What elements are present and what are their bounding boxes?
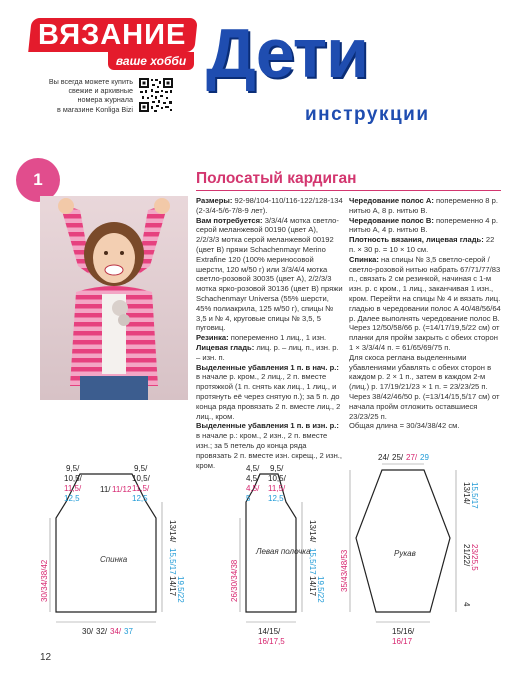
- sleeve-cap-height-2: 15,5/17: [470, 482, 479, 509]
- front-top-right-3: 11,5/: [268, 484, 286, 493]
- back-top-right-1: 9,5/: [134, 464, 148, 473]
- paragraph-text: на спицы № 3,5 светло-серой / светло-розовой нитью набрать 67/71/77/83 п., связать 2 см резинкой, начиная с 1-м изн. р. с кром., 1 лиц., заканчивая 1 изн., кром. Перейти на спицы № 4 и вязать лиц. гладью в чередовании полос А 40/48/56/64 р. Далее выполнять чередование полос В.: [349, 254, 501, 323]
- front-top-left-2: 4,5/: [246, 474, 260, 483]
- paragraph: [349, 255, 501, 324]
- magazine-logo: [30, 18, 196, 74]
- title-divider: [196, 190, 501, 191]
- front-top-right-4: 12,5: [268, 494, 284, 503]
- sleeve-cap-height: 13/14/: [462, 482, 471, 505]
- back-width-2: 32/: [96, 627, 108, 636]
- sleeve-top-3: 27/: [406, 453, 418, 462]
- front-body-height: 14/17: [308, 576, 317, 597]
- sleeve-top-2: 25/: [392, 453, 404, 462]
- paragraph-text: попеременно 8 р. нитью А, 8 р. нитью В.: [349, 196, 498, 215]
- child-photo: [40, 196, 188, 400]
- back-width-4: 37: [124, 627, 133, 636]
- paragraph: [349, 235, 501, 255]
- paragraph-text: Для скоса реглана выделенными убавлениями убавлять с обеих сторон в каждом р. 2 × 1 п., затем в каждом 2-м (лиц.) р. 17/19/21/23 × 1 п. = 23/23/25 п.: [349, 352, 492, 392]
- back-top-left-2: 10,5/: [64, 474, 82, 483]
- sleeve-label: Рукав: [394, 549, 416, 558]
- front-top-right-2: 10,5/: [268, 474, 286, 483]
- paragraph: [196, 363, 343, 422]
- paragraph-text: в начале р.: кром., 2 изн., 2 п. вместе изн.; за 5 петель до конца ряда провязать 2 п. вместе изн. скрещ., 2 изн., кром.: [196, 431, 343, 470]
- back-top-right-2: 10,5/: [132, 474, 150, 483]
- paragraph: [196, 333, 343, 343]
- front-body-height-2: 19,5/22: [316, 576, 325, 603]
- back-label: Спинка: [100, 555, 128, 564]
- back-armhole-height: 13/14/: [168, 520, 177, 543]
- paragraph-label: Вам потребуется:: [196, 215, 263, 225]
- paragraph-text: попеременно 4 р. нитью А, 4 р. нитью В.: [349, 215, 498, 235]
- page-number: 12: [40, 652, 52, 663]
- front-top-right-1: 9,5/: [270, 464, 284, 473]
- sleeve-cuff-height: 4: [462, 602, 471, 607]
- front-top-left-3: 4,5/: [246, 484, 260, 493]
- back-top-right-4: 12,5: [132, 494, 148, 503]
- promo-text: [31, 77, 133, 114]
- front-width-2: 16/17,5: [258, 637, 285, 646]
- paragraph: [349, 216, 501, 236]
- sleeve-total-length: 35/43/48/53: [340, 549, 349, 592]
- paragraph: [196, 196, 343, 216]
- pattern-number-badge: 1: [16, 158, 60, 202]
- pattern-title: Полосатый кардиган: [196, 170, 357, 187]
- sleeve-top-4: 29: [420, 453, 429, 462]
- back-armhole-height-2: 15,5/17: [168, 548, 177, 575]
- front-label: Левая полочка: [256, 547, 311, 556]
- paragraph-label: Резинка:: [196, 333, 229, 343]
- back-top-left-4: 12,5: [64, 494, 80, 503]
- front-top-left-4: 5: [246, 494, 251, 503]
- paragraph-text: 22 п. × 30 р. = 10 × 10 см.: [349, 235, 495, 254]
- paragraph-label: Чередование полос В:: [349, 215, 434, 225]
- paragraph: [349, 421, 501, 431]
- promo-line: свежие и архивные: [68, 86, 133, 96]
- promo-line: номера журнала: [77, 95, 133, 105]
- front-width-1: 14/15/: [258, 627, 281, 636]
- sleeve-outline: [356, 470, 450, 612]
- magazine-title: ВЯЗАНИЕ: [38, 19, 187, 51]
- paragraph: [349, 353, 501, 392]
- front-total-length: 26/30/34/38: [230, 559, 239, 602]
- sleeve-width-1: 15/16/: [392, 627, 415, 636]
- paragraph: [349, 323, 501, 352]
- back-body-height-2: 19,5/22: [176, 576, 185, 603]
- instructions-column-1: [196, 196, 343, 470]
- magazine-subtitle: ваше хобби: [108, 52, 194, 70]
- back-top-mid-2: 11/12: [112, 485, 132, 494]
- paragraph-text: Общая длина = 30/34/38/42 см.: [349, 421, 460, 431]
- paragraph-text: попеременно 1 лиц., 1 изн.: [228, 333, 327, 343]
- back-width-1: 30/: [82, 627, 94, 636]
- back-body-height: 14/17: [168, 576, 177, 597]
- promo-line: Вы всегда можете купить: [48, 77, 133, 86]
- paragraph-label: Размеры:: [196, 196, 233, 205]
- sleeve-width-2: 16/17: [392, 637, 413, 646]
- back-top-right-3: 11,5/: [132, 484, 150, 493]
- sleeve-body-height-2: 23/25,5: [470, 544, 479, 571]
- promo-line: в магазине Konliga Bizi: [57, 104, 133, 114]
- back-top-left-1: 9,5/: [66, 464, 80, 473]
- paragraph-label: Лицевая гладь:: [196, 342, 255, 352]
- front-armhole-height-2: 15,5/17: [308, 548, 317, 575]
- paragraph-text: в начале р. кром., 2 лиц., 2 п. вместе протяжкой (1 п. снять как лиц., 1 лиц., и протянуть её через снятую п.); за 5 п. до конца ряда провязать 2 п. вместе лиц., 2 лиц., кром.: [196, 372, 341, 421]
- sleeve-body-height: 21/22/: [462, 544, 471, 567]
- paragraph-label: Плотность вязания, лицевая гладь:: [349, 235, 484, 245]
- instructions-column-2: [349, 196, 501, 431]
- paragraph: [196, 216, 343, 334]
- paragraph-text: Через 38/42/46/50 р. (=13/14/15,5/17 см) от начала пройм отложить оставшиеся 23/23/25 п.: [349, 391, 500, 421]
- qr-code-icon: [138, 77, 174, 113]
- paragraph-label: Чередование полос А:: [349, 196, 434, 205]
- paragraph-text: 92-98/104-110/116-122/128-134 (2-3/4-5/6-7/8-9 лет).: [196, 196, 343, 215]
- paragraph-text: Через 12/50/58/66 р. (=14/17/19,5/22 см) от планки для пройм закрыть с обеих сторон 1 × 3/3/4/4 п. = 61/65/69/75 п.: [349, 323, 500, 352]
- paragraph: [349, 196, 501, 216]
- paragraph-label: Выделенные убавления 1 п. в нач. р.:: [196, 362, 339, 372]
- paragraph-text: лиц. р. – лиц. п., изн. р. – изн. п.: [196, 342, 339, 362]
- back-top-mid-1: 11/: [100, 485, 111, 494]
- pattern-schemes: [20, 453, 512, 662]
- back-top-left-3: 11,5/: [64, 484, 82, 493]
- paragraph-text: 3/3/4/4 мотка светло-серой меланжевой 00190 (цвет А), 2/2/3/3 мотка серой меланжевой 00192 (цвет В) пряжи Schachenmayr Merino Extrafine 120 (100% мериносовой шерсти, 120 м/50 г) или 3/3/4/4 мотка светло-розовой 30035 (цвет А), 2/2/3/3 мотка ярко-розовой 30136 (цвет В) пряжи Schachenmayr Universa (55% шерсти, 45% полиакрила, 125 м/50 г), спицы № 3,5 и № 4, круговые спицы № 3,5, 5 пуговиц.: [196, 215, 343, 333]
- back-total-length: 30/34/38/42: [40, 559, 49, 602]
- sleeve-top-1: 24/: [378, 453, 390, 462]
- paragraph: [349, 392, 501, 421]
- front-top-left-1: 4,5/: [246, 464, 260, 473]
- issue-subtitle: инструкции: [305, 104, 430, 125]
- front-armhole-height: 13/14/: [308, 520, 317, 543]
- paragraph: [196, 343, 343, 363]
- issue-title: Дети: [206, 14, 369, 92]
- back-width-3: 34/: [110, 627, 122, 636]
- paragraph-label: Спинка:: [349, 254, 379, 264]
- paragraph-label: Выделенные убавления 1 п. в изн. р.:: [196, 421, 339, 431]
